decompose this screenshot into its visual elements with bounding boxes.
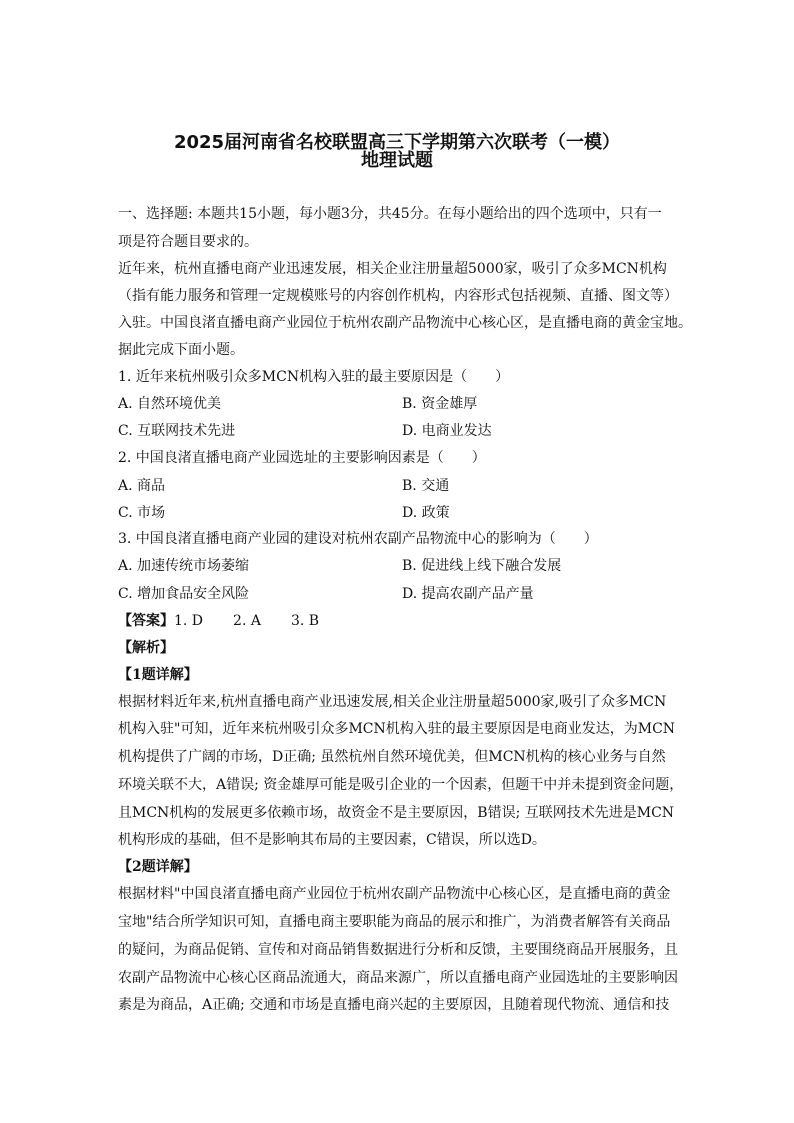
question-3-option-b: B. 促进线上线下融合发展: [402, 558, 562, 574]
q2-detail-line: 农副产品物流中心核心区商品流通大，商品来源广，所以直播电商产业园选址的主要影响因: [118, 970, 678, 986]
answer-2: 2. A: [233, 613, 261, 629]
q1-detail-line: 环境关联不大，A错误; 资金雄厚可能是吸引企业的一个因素，但题干中并未提到资金问题，: [118, 777, 684, 793]
question-2-option-a: A. 商品: [118, 478, 166, 494]
answer-label: 【答案】: [118, 613, 174, 629]
question-1-option-a: A. 自然环境优美: [118, 396, 222, 412]
answer-line: [118, 612, 319, 630]
question-3-option-c: C. 增加食品安全风险: [118, 586, 250, 602]
question-2-option-c: C. 市场: [118, 505, 166, 521]
q1-detail-line: 机构提供了广阔的市场，D正确; 虽然杭州自然环境优美，但MCN机构的核心业务与自然: [118, 749, 666, 765]
question-1-option-b: B. 资金雄厚: [402, 396, 478, 412]
question-1-stem: 1. 近年来杭州吸引众多MCN机构入驻的最主要原因是（ ）: [118, 369, 510, 385]
passage-line: （指有能力服务和管理一定规模账号的内容创作机构，内容形式包括视频、直播、图文等）: [118, 288, 678, 304]
question-2-stem: 2. 中国良渚直播电商产业园选址的主要影响因素是（ ）: [118, 450, 486, 466]
q2-detail-label: 【2题详解】: [118, 859, 198, 875]
question-1-option-d: D. 电商业发达: [402, 423, 492, 439]
question-2-option-d: D. 政策: [402, 505, 450, 521]
page-subtitle: 地理试题: [361, 150, 433, 171]
q2-detail-line: 的疑问，为商品促销、宣传和对商品销售数据进行分析和反馈，主要围绕商品开展服务，且: [118, 942, 678, 958]
passage-line: 据此完成下面小题。: [118, 342, 244, 358]
analysis-label: 【解析】: [118, 640, 174, 656]
q2-detail-line: 根据材料"中国良渚直播电商产业园位于杭州农副产品物流中心核心区，是直播电商的黄金: [118, 886, 671, 902]
q1-detail-label: 【1题详解】: [118, 667, 198, 683]
passage-line: 近年来，杭州直播电商产业迅速发展，相关企业注册量超5000家，吸引了众多MCN机构: [118, 261, 667, 277]
question-2-option-b: B. 交通: [402, 478, 450, 494]
q1-detail-line: 且MCN机构的发展更多依赖市场，故资金不是主要原因，B错误; 互联网技术先进是MCN: [118, 805, 675, 821]
passage-line: 入驻。中国良渚直播电商产业园位于杭州农副产品物流中心核心区，是直播电商的黄金宝地。: [118, 315, 692, 331]
section-intro-line-1: 一、选择题: 本题共15小题，每小题3分，共45分。在每小题给出的四个选项中，只有一: [118, 206, 662, 222]
question-3-option-d: D. 提高农副产品产量: [402, 586, 534, 602]
question-1-option-c: C. 互联网技术先进: [118, 423, 236, 439]
q1-detail-line: 机构入驻"可知，近年来杭州吸引众多MCN机构入驻的最主要原因是电商业发达，为MCN: [118, 721, 676, 737]
q1-detail-line: 根据材料近年来,杭州直播电商产业迅速发展,相关企业注册量超5000家,吸引了众多MCN: [118, 694, 667, 710]
question-3-option-a: A. 加速传统市场萎缩: [118, 558, 250, 574]
section-intro-line-2: 项是符合题目要求的。: [118, 234, 258, 250]
q1-detail-line: 机构形成的基础，但不是影响其布局的主要因素，C错误，所以选D。: [118, 832, 546, 848]
answer-1: 1. D: [174, 613, 204, 629]
page-title: 2025届河南省名校联盟高三下学期第六次联考（一模）: [173, 132, 621, 153]
question-3-stem: 3. 中国良渚直播电商产业园的建设对杭州农副产品物流中心的影响为（ ）: [118, 531, 598, 547]
q2-detail-line: 宝地"结合所学知识可知，直播电商主要职能为商品的展示和推广，为消费者解答有关商品: [118, 914, 671, 930]
q2-detail-line: 素是为商品，A正确; 交通和市场是直播电商兴起的主要原因，且随着现代物流、通信和技: [118, 997, 670, 1013]
answer-3: 3. B: [290, 613, 320, 629]
